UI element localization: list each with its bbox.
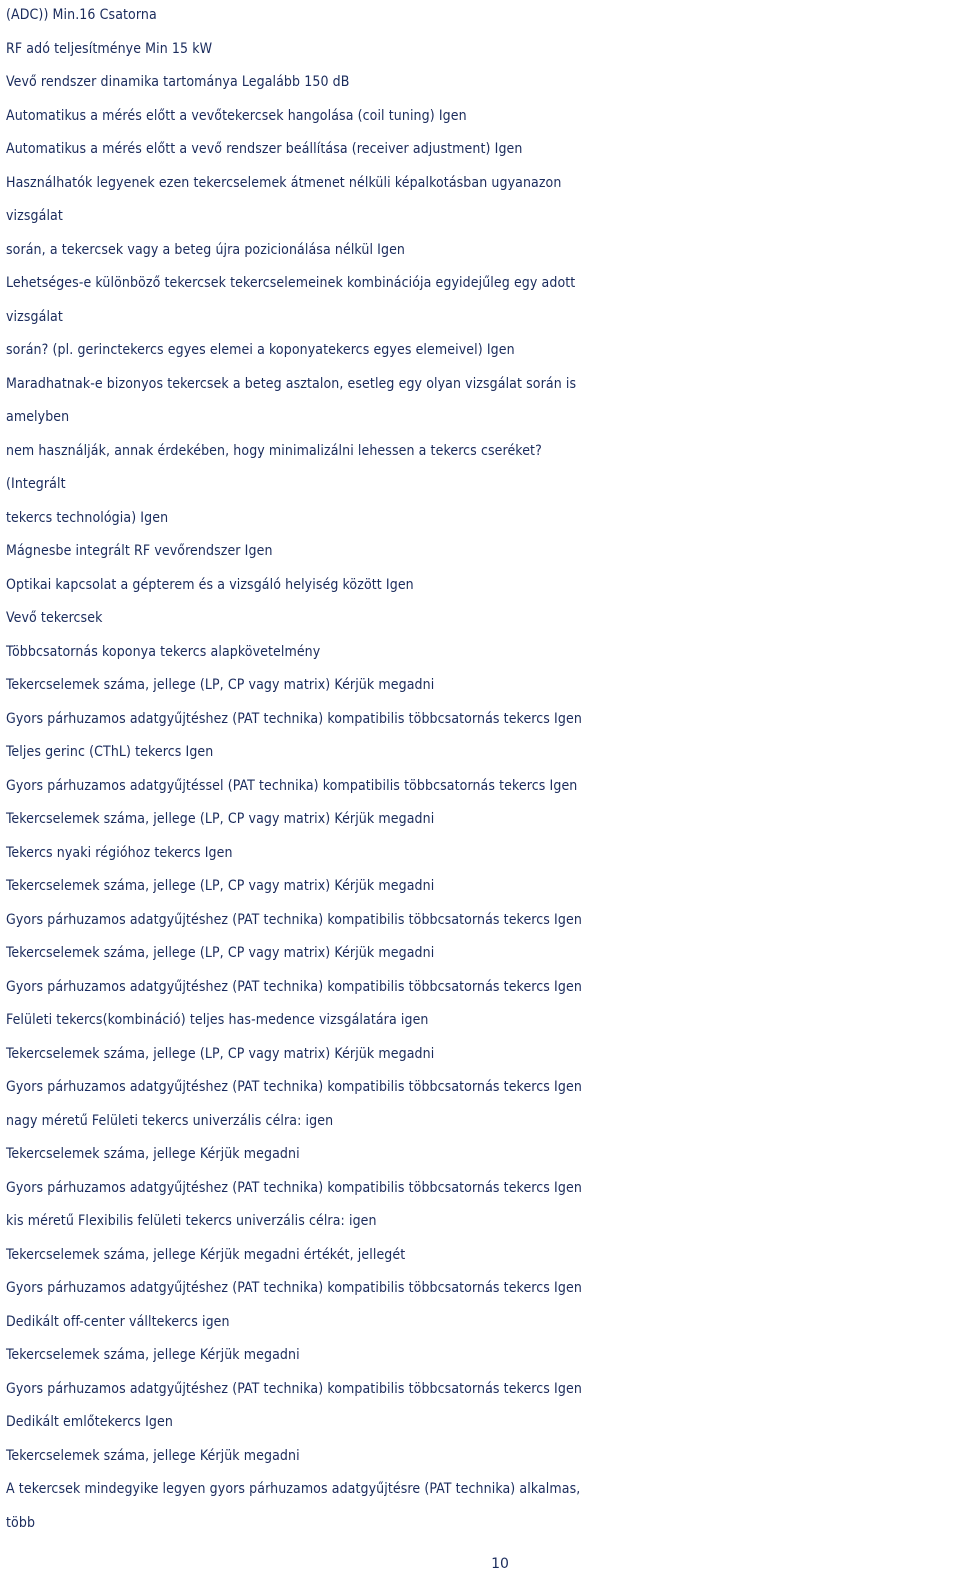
page-number: 10 — [491, 1556, 509, 1572]
text-line: Gyors párhuzamos adatgyűjtéshez (PAT technika) kompatibilis többcsatornás tekercs Igen — [6, 1380, 582, 1397]
text-line: nem használják, annak érdekében, hogy minimalizálni lehessen a tekercs cseréket? — [6, 442, 542, 459]
text-line: Vevő rendszer dinamika tartománya Legalább 150 dB — [6, 74, 350, 90]
text-line: (ADC)) Min.16 Csatorna — [6, 7, 157, 23]
text-line: Teljes gerinc (CThL) tekercs Igen — [6, 744, 214, 760]
text-line: Gyors párhuzamos adatgyűjtéshez (PAT technika) kompatibilis többcsatornás tekercs Igen — [6, 1179, 582, 1196]
text-line: Tekercselemek száma, jellege (LP, CP vagy matrix) Kérjük megadni — [6, 677, 435, 693]
text-line: Gyors párhuzamos adatgyűjtéshez (PAT technika) kompatibilis többcsatornás tekercs Igen — [6, 911, 582, 928]
text-line: vizsgálat — [6, 308, 63, 325]
text-line: vizsgálat — [6, 208, 63, 224]
text-line: Tekercselemek száma, jellege (LP, CP vagy matrix) Kérjük megadni — [6, 945, 435, 961]
text-line: nagy méretű Felületi tekercs univerzális célra: igen — [6, 1112, 334, 1129]
text-line: Gyors párhuzamos adatgyűjtéshez (PAT technika) kompatibilis többcsatornás tekercs Igen — [6, 1079, 582, 1095]
text-line: Tekercs nyaki régióhoz tekercs Igen — [6, 844, 233, 861]
text-line: Maradhatnak-e bizonyos tekercsek a beteg asztalon, esetleg egy olyan vizsgálat során is — [6, 375, 577, 392]
text-body — [6, 0, 956, 1541]
text-line: Mágnesbe integrált RF vevőrendszer Igen — [6, 543, 273, 559]
text-line: Tekercselemek száma, jellege (LP, CP vagy matrix) Kérjük megadni — [6, 811, 435, 827]
text-line: amelyben — [6, 409, 70, 425]
text-line: A tekercsek mindegyike legyen gyors párhuzamos adatgyűjtésre (PAT technika) alkalmas, — [6, 1481, 581, 1497]
text-line: Vevő tekercsek — [6, 610, 103, 626]
text-line: Tekercselemek száma, jellege (LP, CP vagy matrix) Kérjük megadni — [6, 878, 435, 894]
text-line: Többcsatornás koponya tekercs alapkövetelmény — [6, 643, 321, 660]
text-line: Optikai kapcsolat a gépterem és a vizsgáló helyiség között Igen — [6, 576, 414, 593]
text-line: RF adó teljesítménye Min 15 kW — [6, 40, 213, 57]
text-line: Tekercselemek száma, jellege (LP, CP vagy matrix) Kérjük megadni — [6, 1045, 435, 1062]
text-line: Lehetséges-e különböző tekercsek tekercselemeinek kombinációja egyidejűleg egy adott — [6, 275, 576, 291]
text-line: Automatikus a mérés előtt a vevő rendszer beállítása (receiver adjustment) Igen — [6, 141, 523, 157]
text-line: Tekercselemek száma, jellege Kérjük megadni — [6, 1347, 300, 1363]
text-line: Dedikált emlőtekercs Igen — [6, 1414, 173, 1430]
text-line: Gyors párhuzamos adatgyűjtéshez (PAT technika) kompatibilis többcsatornás tekercs Igen — [6, 710, 582, 727]
text-line: során? (pl. gerinctekercs egyes elemei a koponyatekercs egyes elemeivel) Igen — [6, 342, 515, 358]
text-line: Automatikus a mérés előtt a vevőtekercsek hangolása (coil tuning) Igen — [6, 107, 467, 124]
text-line: Dedikált off-center válltekercs igen — [6, 1313, 230, 1330]
text-line: több — [6, 1514, 36, 1531]
text-line: (Integrált — [6, 476, 66, 492]
text-line: Gyors párhuzamos adatgyűjtéshez (PAT technika) kompatibilis többcsatornás tekercs Igen — [6, 1280, 582, 1296]
text-line: tekercs technológia) Igen — [6, 509, 169, 526]
text-line: során, a tekercsek vagy a beteg újra pozicionálása nélkül Igen — [6, 241, 406, 258]
text-line: Tekercselemek száma, jellege Kérjük megadni — [6, 1146, 300, 1162]
text-line: Gyors párhuzamos adatgyűjtéshez (PAT technika) kompatibilis többcsatornás tekercs Igen — [6, 978, 582, 995]
text-line: Használhatók legyenek ezen tekercselemek átmenet nélküli képalkotásban ugyanazon — [6, 174, 562, 191]
text-line: Gyors párhuzamos adatgyűjtéssel (PAT technika) kompatibilis többcsatornás tekercs Igen — [6, 777, 578, 794]
text-line: Felületi tekercs(kombináció) teljes has-medence vizsgálatára igen — [6, 1012, 429, 1028]
text-line: kis méretű Flexibilis felületi tekercs univerzális célra: igen — [6, 1213, 377, 1229]
text-line: Tekercselemek száma, jellege Kérjük megadni értékét, jellegét — [6, 1246, 406, 1263]
text-line: Tekercselemek száma, jellege Kérjük megadni — [6, 1447, 300, 1464]
